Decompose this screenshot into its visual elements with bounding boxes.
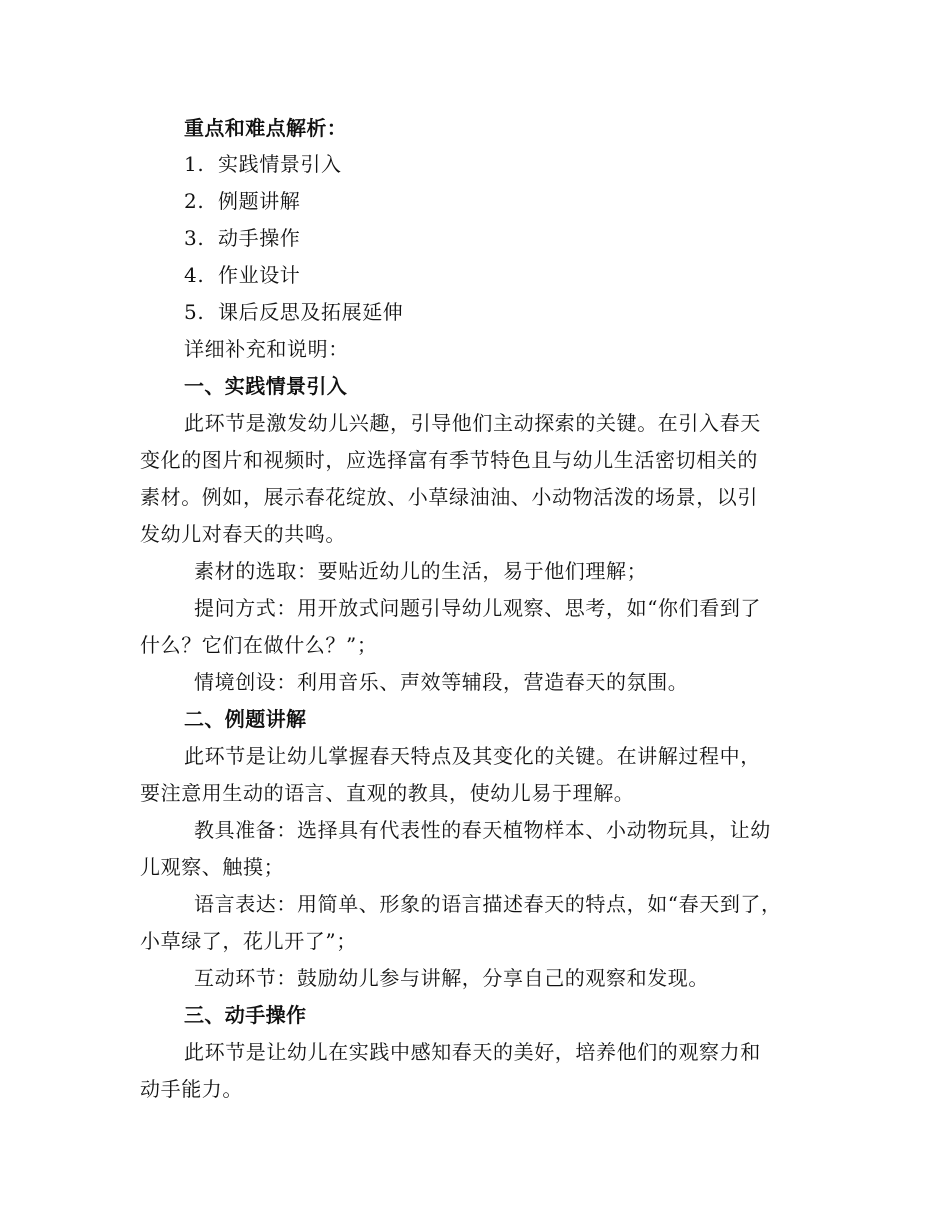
outline-text: 实践情景引入 bbox=[218, 152, 342, 176]
outline-number: 1. bbox=[184, 152, 205, 176]
paragraph-line: 变化的图片和视频时，应选择富有季节特色且与幼儿生活密切相关的 bbox=[140, 448, 758, 472]
outline-text: 课后反思及拓展延伸 bbox=[218, 300, 404, 324]
key-points-heading: 重点和难点解析： bbox=[184, 116, 348, 140]
point-line: 提问方式：用开放式问题引导幼儿观察、思考，如“你们看到了 bbox=[194, 596, 762, 620]
outline-number: 2. bbox=[184, 189, 205, 213]
outline-item bbox=[184, 297, 403, 327]
paragraph-line: 素材。例如，展示春花绽放、小草绿油油、小动物活泼的场景，以引 bbox=[140, 485, 758, 509]
point-line: 素材的选取：要贴近幼儿的生活，易于他们理解； bbox=[194, 559, 648, 583]
paragraph-line: 此环节是激发幼儿兴趣，引导他们主动探索的关键。在引入春天 bbox=[184, 411, 761, 435]
paragraph-line: 要注意用生动的语言、直观的教具，使幼儿易于理解。 bbox=[140, 781, 635, 805]
section-title: 一、实践情景引入 bbox=[184, 374, 348, 398]
outline-item bbox=[184, 186, 300, 216]
point-line: 什么？它们在做什么？”； bbox=[140, 633, 378, 657]
outline-number: 3. bbox=[184, 226, 205, 250]
point-line: 儿观察、触摸； bbox=[140, 855, 285, 879]
section-title: 二、例题讲解 bbox=[184, 707, 307, 731]
point-line: 情境创设：利用音乐、声效等辅段，营造春天的氛围。 bbox=[194, 670, 689, 694]
detail-intro: 详细补充和说明： bbox=[184, 337, 349, 361]
point-line: 小草绿了，花儿开了”； bbox=[140, 929, 357, 953]
paragraph-line: 动手能力。 bbox=[140, 1077, 243, 1101]
outline-item bbox=[184, 223, 300, 253]
point-line: 互动环节：鼓励幼儿参与讲解，分享自己的观察和发现。 bbox=[194, 966, 709, 990]
outline-text: 作业设计 bbox=[218, 263, 301, 287]
paragraph-line: 此环节是让幼儿掌握春天特点及其变化的关键。在讲解过程中， bbox=[184, 744, 761, 768]
outline-number: 5. bbox=[184, 300, 205, 324]
point-line: 教具准备：选择具有代表性的春天植物样本、小动物玩具，让幼 bbox=[194, 818, 771, 842]
section-title: 三、动手操作 bbox=[184, 1003, 307, 1027]
outline-item bbox=[184, 149, 342, 179]
paragraph-line: 此环节是让幼儿在实践中感知春天的美好，培养他们的观察力和 bbox=[184, 1040, 761, 1064]
outline-item bbox=[184, 260, 300, 290]
outline-text: 例题讲解 bbox=[218, 189, 301, 213]
outline-number: 4. bbox=[184, 263, 205, 287]
paragraph-line: 发幼儿对春天的共鸣。 bbox=[140, 522, 346, 546]
point-line: 语言表达：用简单、形象的语言描述春天的特点，如“春天到了， bbox=[194, 892, 782, 916]
outline-text: 动手操作 bbox=[218, 226, 301, 250]
